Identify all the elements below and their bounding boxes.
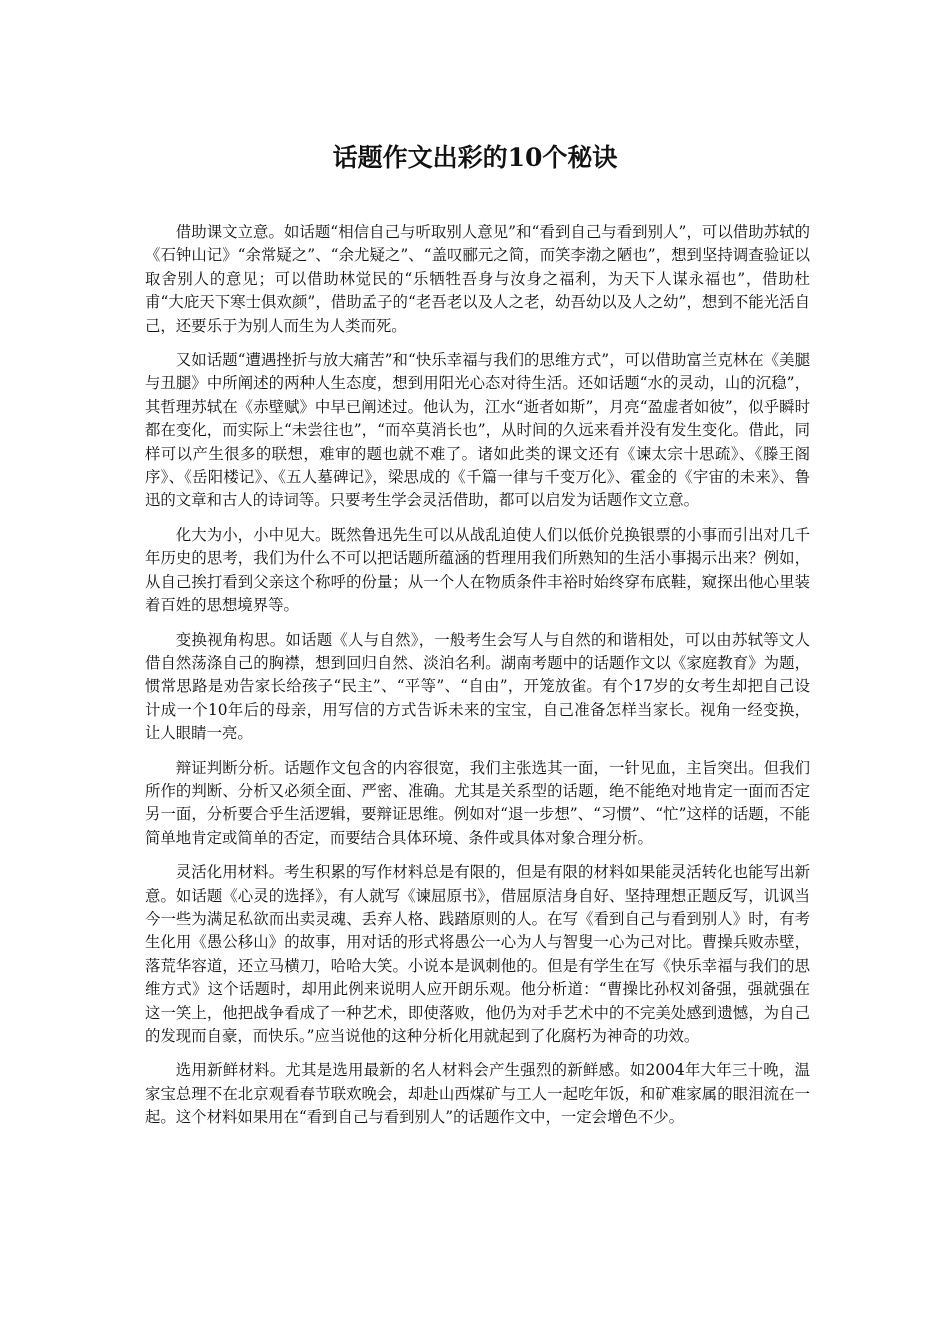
- paragraph: 借助课文立意。如话题“相信自己与听取别人意见”和“看到自己与看到别人”，可以借助苏轼的《石钟山记》“余常疑之”、“余尤疑之”、“盖叹郦元之简，而笑李渤之陋也”，想到坚持调查验证以取舍别人的意见；可以借助林觉民的“乐牺牲吾身与汝身之福利，为天下人谋永福也”，借助杜甫“大庇天下寒士俱欢颜”，借助孟子的“老吾老以及人之老，幼吾幼以及人之幼”，想到不能光活自己，还要乐于为别人而生为人类而死。: [145, 223, 810, 335]
- page-title: 话题作文出彩的10个秘诀: [332, 143, 618, 172]
- paragraph: 化大为小，小中见大。既然鲁迅先生可以从战乱迫使人们以低价兑换银票的小事而引出对几千年历史的思考，我们为什么不可以把话题所蕴涵的哲理用我们所熟知的生活小事揭示出来？例如，从自己挨打看到父亲这个称呼的份量；从一个人在物质条件丰裕时始终穿布底鞋，窥探出他心里装着百姓的思想境界等。: [145, 525, 810, 615]
- paragraph: 灵活化用材料。考生积累的写作材料总是有限的，但是有限的材料如果能灵活转化也能写出新意。如话题《心灵的选择》，有人就写《谏屈原书》，借屈原洁身自好、坚持理想正题反写，讥讽当今一些为满足私欲而出卖灵魂、丢弃人格、践踏原则的人。在写《看到自己与看到别人》时，有考生化用《愚公移山》的故事，用对话的形式将愚公一心为人与智叟一心为己对比。曹操兵败赤壁，落荒华容道，还立马横刀，哈哈大笑。小说本是讽刺他的。但是有学生在写《快乐幸福与我们的思维方式》这个话题时，却用此例来说明人应开朗乐观。他分析道：“曹操比孙权刘备强，强就强在这一笑上，他把战争看成了一种艺术，即使落败，他仍为对手艺术中的不完美处感到遗憾，为自己的发现而自豪，而快乐。”应当说他的这种分析化用就起到了化腐朽为神奇的功效。: [145, 863, 810, 1045]
- paragraph: 辩证判断分析。话题作文包含的内容很宽，我们主张选其一面，一针见血，主旨突出。但我们所作的判断、分析又必须全面、严密、准确。尤其是关系型的话题，绝不能绝对地肯定一面而否定另一面，分析要合乎生活逻辑，要辩证思维。例如对“退一步想”、“习惯”、“忙”这样的话题，不能简单地肯定或简单的否定，而要结合具体环境、条件或具体对象合理分析。: [145, 758, 810, 847]
- paragraph: 选用新鲜材料。尤其是选用最新的名人材料会产生强烈的新鲜感。如2004年大年三十晚，温家宝总理不在北京观看春节联欢晚会，却赴山西煤矿与工人一起吃年饭，和矿难家属的眼泪流在一起。这个材料如果用在“看到自己与看到别人”的话题作文中，一定会增色不少。: [145, 1061, 810, 1127]
- document-body: [145, 221, 810, 1141]
- paragraph: 又如话题“遭遇挫折与放大痛苦”和“快乐幸福与我们的思维方式”，可以借助富兰克林在《美腿与丑腿》中所阐述的两种人生态度，想到用阳光心态对待生活。还如话题“水的灵动，山的沉稳”，其哲理苏轼在《赤壁赋》中早已阐述过。他认为，江水“逝者如斯”，月亮“盈虚者如彼”，似乎瞬时都在变化，而实际上“未尝往也”，“而卒莫消长也”，从时间的久远来看并没有发生变化。借此，同样可以产生很多的联想，难审的题也就不难了。诸如此类的课文还有《谏太宗十思疏》、《滕王阁序》、《岳阳楼记》、《五人墓碑记》，梁思成的《千篇一律与千变万化》、霍金的《宇宙的未来》、鲁迅的文章和古人的诗词等。只要考生学会灵活借助，都可以启发为话题作文立意。: [145, 351, 810, 510]
- paragraph: 变换视角构思。如话题《人与自然》，一般考生会写人与自然的和谐相处，可以由苏轼等文人借自然荡涤自己的胸襟，想到回归自然、淡泊名利。湖南考题中的话题作文以《家庭教育》为题，惯常思路是劝告家长给孩子“民主”、“平等”、“自由”，开笼放雀。有个17岁的女考生却把自己设计成一个10年后的母亲，用写信的方式告诉未来的宝宝，自己准备怎样当家长。视角一经变换，让人眼睛一亮。: [145, 630, 810, 743]
